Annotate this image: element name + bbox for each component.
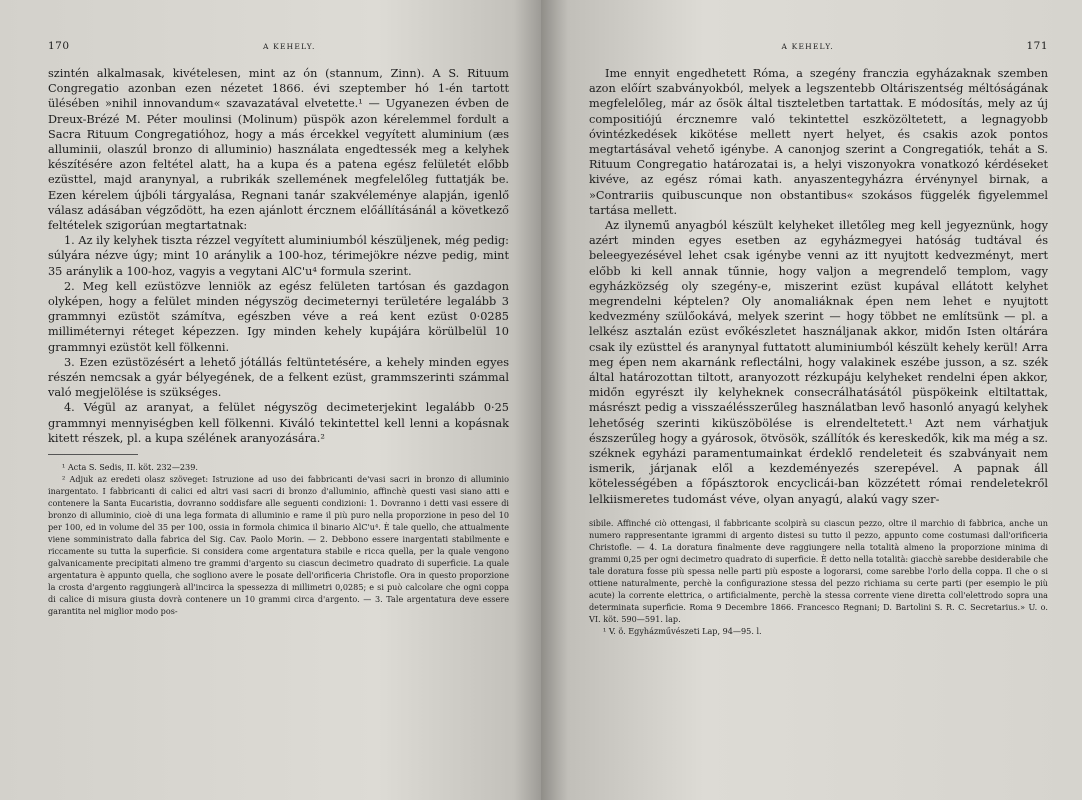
body-text: [589, 66, 1048, 507]
paragraph: Az ilynemű anyagból készült kelyheket illetőleg meg kell jegyeznünk, hogy azért minden egyes esetben az egyházmegyei hatóság tudtával és beleegyezésével lehet csak igénybe venni az itt nyujtott kedvezményt, mert előbb ki kell annak tűnnie, hogy valjon a megrendelő templom, vagy egyházközség oly szegény-e, miszerint ezüst kupával ellátott kelyhet megrendelni képtelen? Oly anomaliáknak épen nem lehet e nyujtott kedvezmény szülőokává, melyek szerint — hogy többet ne említsünk — pl. a lelkész asztalán ezüst evőkészletet használjanak akkor, midőn Isten oltárára csak ily ezüsttel és aranynyal futtatott aluminiumból készült kehely kerül! Arra meg épen nem akarnánk reflectálni, hogy valakinek eszébe jusson, a sz. szék által határozottan tiltott, aranyozott rézkupáju kelyheket rendelni épen akkor, midőn egyrészt ily kelyheknek consecrálhatásától püspökeink eltiltattak, másrészt pedig a visszaélésszerűleg használatban levő hasonló anyagú kelyhek lehetőség szerinti kiküszöbölése is elrendeltetett.¹ Azt nem várhatjuk észszerűleg hogy a gyárosok, ötvösök, szállítók és kereskedők, kik ma még a sz. széknek egyházi paramentumainkat érdeklő rendeleteit és szabványait nem ismerik, járjanak elől a kezdeményezés szerepével. A papnak áll kötelességében a főpásztorok encyclicái-ban közzétett római rendeletekről lelkiismeretes tudomást véve, olyan anyagú, alakú vagy szer-: [589, 219, 1048, 506]
footnote-divider: [48, 454, 138, 455]
body-text: [48, 66, 509, 446]
running-header: [48, 40, 509, 52]
page-number: 170: [48, 40, 70, 52]
footnotes: [589, 517, 1048, 637]
page-number: 171: [1026, 40, 1048, 52]
paragraph: 3. Ezen ezüstözésért a lehető jótállás feltüntetésére, a kehely minden egyes részén nemcsak a gyár bélyegének, de a felkent ezüst, grammszerinti számmal való megjelölése is szükséges.: [48, 355, 509, 400]
paragraph: szintén alkalmasak, kivételesen, mint az ón (stannum, Zinn). A S. Rituum Congregatio azonban ezen nézetet 1866. évi szeptember hó 1-én tartott ülésében »nihil innovandum« szavazatával elvetette.¹ — Ugyanezen évben de Dreux-Brézé M. Péter moulinsi (Molinum) püspök azon kérelemmel fordult a Sacra Rituum Congregatióhoz, hogy a más ércekkel vegyített aluminium (æs alluminii, olaszúl bronzo di alluminio) használata engedtessék meg a kelyhek készítésére azon feltétel alatt, ha a kupa és a patena egész felületét előbb ezüsttel, majd aranynyal, a rubrikák szellemének megfelelőleg futtatják be. Ezen kérelem újbóli tárgyalása, Regnani tanár szakvéleménye alapján, igenlő válasz adásában végződött, ha ezen ajánlott ércznem előállításánál a következő feltételek szigorúan megtartatnak:: [48, 67, 509, 233]
running-head-title: A KEHELY.: [781, 42, 835, 51]
paragraph: 2. Meg kell ezüstözve lenniök az egész felületen tartósan és gazdagon olyképen, hogy a felület minden négyszög decimeternyi területére legalább 3 grammnyi ezüstöt számítva, egészben véve a reá kent ezüst 0·0285 milliméternyi réteget képezzen. Igy minden kehely kupájára körülbelül 10 grammnyi ezüstöt kell fölkenni.: [48, 279, 509, 354]
paragraph: 1. Az ily kelyhek tiszta rézzel vegyített aluminiumból készüljenek, még pedig: súlyára nézve úgy; mint 10 aránylik a 100-hoz, térimejökre nézve pedig, mint 35 aránylik a 100-hoz, vagyis a vegytani AlC'u⁴ formula szerint.: [48, 234, 509, 278]
footnote: ¹ V. ö. Egyházművészeti Lap, 94—95. l.: [603, 625, 762, 636]
footnote: ¹ Acta S. Sedis, II. köt. 232—239.: [62, 462, 198, 473]
right-page: [541, 0, 1082, 800]
footnote-continuation: sibile. Affinché ciò ottengasi, il fabbricante scolpirà su ciascun pezzo, oltre il marchio di fabbrica, anche un numero rappresentante igrammi di argento distesi su tutto il pezzo, appunto come costumasi dall'orificeria Christofle. — 4. La doratura finalmente deve raggiungere nella totalità almeno la proporzione minima di grammi 0,25 per ogni decimetro quadrato di superficie. È detto nella totalità: giacchè sarebbe desiderabile che tale doratura fosse più spessa nelle parti più esposte a logorarsi, come sarebbe l'orlo della coppa. Il che o si ottiene naturalmente, perchè la configurazione stessa del pezzo richiama su certe parti (per esempio le più acute) la corrente elettrica, o artificialmente, perchè la stessa corrente viene diretta coll'elettrodo sopra una determinata superficie. Roma 9 Decembre 1866. Francesco Regnani; D. Bartolini S. R. C. Secretarius.» U. o. VI. köt. 590—591. lap.: [589, 517, 1048, 624]
footnotes: [48, 461, 509, 617]
running-header: [589, 40, 1048, 52]
paragraph: 4. Végül az aranyat, a felület négyszög decimeterjekint legalább 0·25 grammnyi mennyiségben kell fölkenni. Kiváló tekintettel kell lenni a kopásnak kitett részek, pl. a kupa szélének aranyozására.²: [48, 401, 509, 445]
footnote: ² Adjuk az eredeti olasz szöveget: Istruzione ad uso dei fabbricanti de'vasi sacri in bronzo di alluminio inargentato. I fabbricanti di calici ed altri vasi sacri di bronzo d'alluminio, affinchè questi vasi siano atti e contenere la Santa Eucaristia, dovranno soddisfare alle seguenti condizioni: 1. Dovranno i detti vasi essere di bronzo di alluminio, cioè di una lega formata di alluminio e rame il più puro nella proporzione in peso del 10 per 100, ed in volume del 35 per 100, ossia in formola chimica il binario AlC'u⁴. È tale quello, che attualmente viene somministrato dalla fabrica del Sig. Cav. Paolo Morin. — 2. Debbono essere inargentati stabilmente e riccamente su tutta la superficie. Si considera come argentatura stabile e ricca quella, per la quale vengono galvanicamente precipitati almeno tre grammi d'argento su ciascun decimetro quadrato di superficie. La quale argentatura è appunto quella, che sogliono avere le posate dell'orificeria Christofle. Ora in questo proporzione la crosta d'argento raggiungerà all'incirca la spessezza di millimetri 0,0285; e si può calcolare che ogni coppa di calice di misura giusta dovrà contenere un 10 grammi circa d'argento. — 3. Tale argentatura deve essere garantita nel miglior modo pos-: [48, 474, 509, 617]
running-head-title: A KEHELY.: [262, 42, 316, 51]
paragraph: Ime ennyit engedhetett Róma, a szegény franczia egyházaknak szemben azon előírt szabványokból, melyek a legszentebb Oltáriszentség méltóságának megfelelőleg, már az ősök által tiszteletben tartattak. E módosítás, mely az új compositiójú ércznemre való tekintettel eszközöltetett, a legnagyobb óvintézkedések kikötése mellett nyert helyet, és csakis azok pontos megtartásával vehető igénybe. A canonjog szerint a Congregatiók, tehát a S. Rituum Congregatio határozatai is, a helyi viszonyokra vonatkozó kérdéseket kivéve, az egész római kath. anyaszentegyházra érvénynyel birnak, a »Contrariis quibuscunque non obstantibus« szokásos függelék figyelemmel tartása mellett.: [589, 67, 1048, 217]
